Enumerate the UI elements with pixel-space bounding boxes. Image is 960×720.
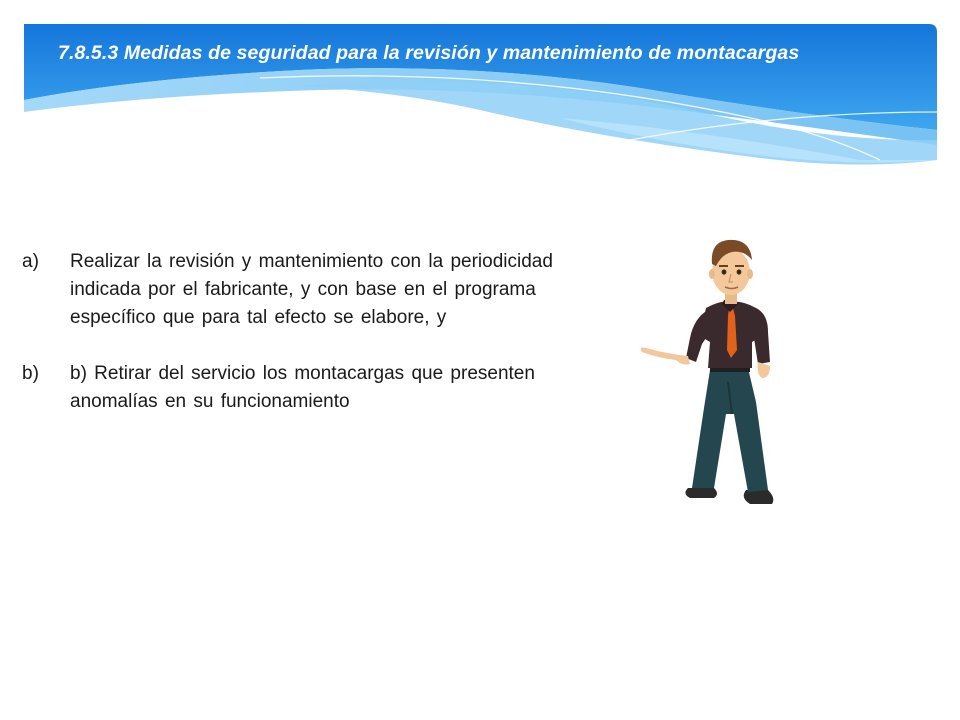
presenter-man-illustration [628, 232, 788, 522]
header-banner [0, 0, 960, 200]
list-item-text: Realizar la revisión y mantenimiento con la periodicidad indicada por el fabricante, y con base en el programa específico que para tal efecto se elabore, y [70, 251, 553, 328]
content-list [22, 248, 562, 444]
list-item [22, 360, 562, 416]
list-marker: a) [22, 251, 39, 272]
head [709, 240, 753, 295]
list-marker: b) [22, 363, 39, 384]
list-item-text: b) Retirar del servicio los montacargas que presenten anomalías en su funcionamiento [70, 363, 535, 412]
slide-title: 7.8.5.3 Medidas de seguridad para la revisión y mantenimiento de montacargas [58, 42, 800, 64]
list-item [22, 248, 562, 332]
pants [692, 368, 768, 492]
